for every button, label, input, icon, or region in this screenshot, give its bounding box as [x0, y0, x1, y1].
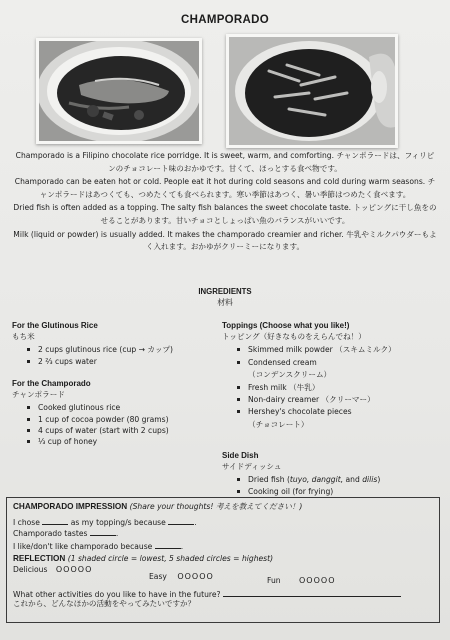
champorado-heading: For the Champorado — [12, 379, 91, 388]
list-item: Hershey's chocolate pieces — [248, 406, 442, 418]
list-item: Cooking oil (for frying) — [248, 486, 442, 497]
toppings-section — [222, 320, 442, 431]
rating-label-easy: Easy — [149, 572, 167, 581]
champorado-section — [12, 378, 212, 447]
ingredients-heading-en: INGREDIENTS — [198, 287, 252, 296]
side-dish-text: ) — [377, 475, 381, 485]
topping-blank[interactable] — [42, 516, 68, 525]
impression-line-2: Champorado tastes . — [13, 529, 119, 538]
list-item: 1 cup of cocoa powder (80 grams) — [38, 414, 212, 425]
rating-circles-easy[interactable]: OOOOO — [177, 572, 214, 581]
toppings-heading: Toppings (Choose what you like!) — [222, 321, 350, 330]
intro-paragraph-1: Champorado is a Filipino chocolate rice porridge. It is sweet, warm, and comforting. チャンポラードは、フィリピンのチョコレート味のおかゆです。甘くて、ほっとする食べ物です。 — [15, 151, 435, 173]
photo-champorado-with-dilis — [226, 34, 398, 148]
ingredients-heading — [0, 286, 450, 308]
intro-paragraph-3: Dried fish is often added as a topping. The salty fish balances the sweet chocolate taste. トッピングに干し魚をのせることがあります。甘いチョコとしょっぱい魚のバランスがいいです。 — [13, 203, 437, 225]
rating-circles-delicious[interactable]: OOOOO — [55, 565, 93, 574]
impression-heading-line — [13, 502, 302, 512]
reflection-question-jp: これから、どんなほかの活動をやってみたいですか？ — [13, 599, 196, 608]
champorado-list — [12, 402, 212, 447]
reflection-heading: REFLECTION — [13, 554, 66, 563]
side-dish-text-italic: dilis — [362, 475, 378, 485]
future-activity-blank[interactable] — [223, 588, 401, 597]
side-dish-text-italic: tuyo, danggit, — [289, 475, 344, 485]
glutinous-rice-heading-jp: もち米 — [12, 332, 35, 342]
impression-text: I chose — [13, 518, 40, 527]
list-item: 2 cups glutinous rice (cup → カップ) — [38, 344, 212, 355]
topping-reason-blank[interactable] — [168, 516, 194, 525]
intro-text — [12, 150, 438, 255]
impression-text: Champorado tastes — [13, 529, 88, 538]
rating-label-delicious: Delicious — [13, 565, 48, 574]
page-title: CHAMPORADO — [181, 14, 269, 26]
list-item — [248, 474, 442, 485]
impression-text: I like/don't like champorado because — [13, 542, 153, 551]
glutinous-rice-section — [12, 320, 212, 367]
glutinous-rice-heading: For the Glutinous Rice — [12, 321, 98, 330]
side-dish-list — [222, 474, 442, 496]
champorado-fish-image — [39, 41, 199, 141]
rating-easy — [149, 572, 214, 581]
reflection-subtitle: (1 shaded circle = lowest, 5 shaded circles = highest) — [67, 554, 274, 563]
champorado-dilis-image — [229, 37, 395, 145]
like-reason-blank[interactable] — [155, 540, 181, 549]
toppings-list — [222, 344, 442, 431]
glutinous-rice-list — [12, 344, 212, 366]
ingredients-heading-jp: 材料 — [217, 298, 233, 307]
impression-subtitle: (Share your thoughts! 考えを教えてください！) — [129, 502, 303, 511]
reflection-question: What other activities do you like to have in the future? — [13, 590, 221, 599]
list-item: ⅓ cup of honey — [38, 436, 212, 447]
rating-delicious — [13, 565, 92, 574]
list-item: Cooked glutinous rice — [38, 402, 212, 413]
reflection-question-jp-line — [13, 599, 195, 609]
photo-champorado-with-fish — [36, 38, 202, 144]
list-item: Skimmed milk powder （スキムミルク） — [248, 344, 442, 356]
rating-fun — [267, 576, 335, 585]
impression-heading: CHAMPORADO IMPRESSION — [13, 502, 128, 511]
list-item: Non-dairy creamer （クリーマー） — [248, 394, 442, 406]
side-dish-text: and — [343, 475, 363, 485]
impression-box — [6, 497, 440, 623]
champorado-heading-jp: チャンポラード — [12, 390, 65, 400]
list-item: 4 cups of water (start with 2 cups) — [38, 425, 212, 436]
list-item-continuation: （チョコレート） — [248, 419, 309, 429]
reflection-heading-line — [13, 554, 273, 564]
intro-paragraph-4: Milk (liquid or powder) is usually added. It makes the champorado creamier and richer. 牛乳やミルクパウダーもよく入れます。おかゆがクリーミーになります。 — [13, 229, 437, 252]
side-dish-section — [222, 450, 442, 497]
rating-label-fun: Fun — [267, 576, 281, 585]
list-item: Fresh milk （牛乳） — [248, 382, 442, 394]
impression-line-1: I chose as my topping/s because . — [13, 518, 197, 527]
taste-blank[interactable] — [90, 527, 116, 536]
side-dish-text: Dried fish ( — [248, 475, 290, 485]
list-item: Condensed cream — [248, 357, 442, 369]
intro-paragraph-2: Champorado can be eaten hot or cold. People eat it hot during cold seasons and cold during warm seasons. チャンポラードはあつくても、つめたくても食べられます。寒い季節はあつく、暑い季節はつめたく食べます。 — [14, 177, 436, 199]
list-item-continuation: （コンデンスクリーム） — [248, 370, 332, 380]
side-dish-heading-jp: サイドディッシュ — [222, 462, 282, 472]
toppings-heading-jp: トッピング（好きなものをえらんでね！） — [222, 332, 366, 342]
impression-line-3: I like/don't like champorado because . — [13, 542, 184, 551]
impression-text: as my topping/s because — [70, 518, 166, 527]
list-item: 2 ⅔ cups water — [38, 356, 212, 367]
rating-circles-fun[interactable]: OOOOO — [299, 576, 336, 585]
side-dish-heading: Side Dish — [222, 451, 259, 460]
